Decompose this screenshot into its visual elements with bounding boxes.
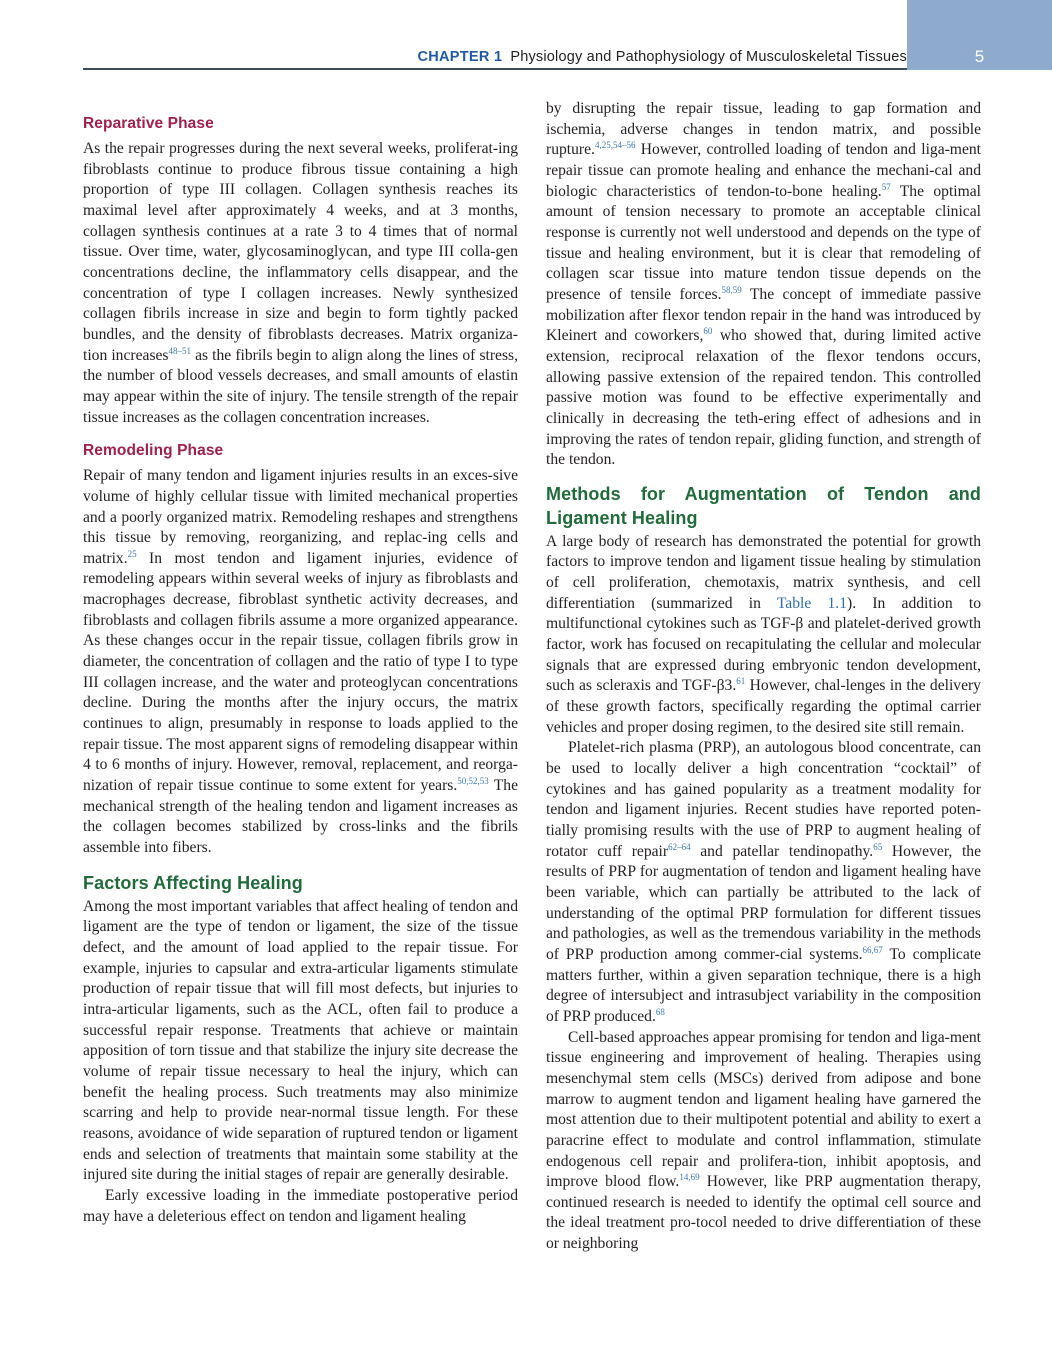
section-heading-reparative: Reparative Phase bbox=[83, 115, 214, 132]
text-run: who showed that, during limited active extension, reciprocal relaxation of the flexor tendons occurs, allowing passive extension of the repaired tendon. This controlled passive motion was found to be effective experimentally and clinically in decreasing the teth-ering effect of adhesions and in improving the rates of tendon repair, gliding function, and strength of the tendon. bbox=[546, 327, 981, 469]
reference[interactable]: 4,25,54–56 bbox=[594, 140, 636, 151]
text-run: In most tendon and ligament injuries, evidence of remodeling appears within several weeks of injury as fibroblasts and macrophages decrease, fibroblast synthetic activity decreases, and fibroblasts and collagen fibrils assume a more organized appearance. As these changes occur in the repair tissue, collagen fibrils grow in diameter, the concentration of collagen and the ratio of type I to type III collagen increase, and the water and proteoglycan concentrations decline. During the months after the injury occurs, the matrix continues to align, presumably in response to loads applied to the repair tissue. The most apparent signs of remodeling disappear within 4 to 6 months of injury. However, removal, replacement, and reorga-nization of repair tissue continue to some extent for years. bbox=[83, 549, 518, 795]
reference[interactable]: 68 bbox=[655, 1006, 665, 1017]
reference[interactable]: 25 bbox=[127, 548, 137, 559]
text-run: ). In addition to multifunctional cytokines such as TGF-β and platelet-derived growth factor, work has focused on recapitulating the cellular and molecular signals that are expressed during embryonic tendon development, such as scleraxis and TGF-β3. bbox=[546, 594, 982, 695]
paragraph-factors-2: Early excessive loading in the immediate postoperative period may have a deleterious effect on tendon and ligament healing bbox=[83, 1186, 518, 1225]
paragraph-continuation bbox=[546, 99, 981, 471]
reference[interactable]: 48–51 bbox=[168, 345, 191, 356]
running-header bbox=[83, 46, 907, 68]
text-run: A large body of research has demonstrated the potential for growth factors to improve tendon and ligament tissue healing by stimulation of cell proliferation, chemotaxis, matrix synthesis, and cell differentiation (summarized in bbox=[546, 532, 981, 612]
text-run: However, chal-lenges in the delivery of these growth factors, specifically regarding the optimal carrier vehicles and proper dosing regimen, to the desired site still remain. bbox=[546, 677, 981, 736]
text-run: To complicate matters further, within a given separation technique, there is a high degree of intersubject and intrasubject variability in the composition of PRP produced. bbox=[546, 945, 981, 1025]
text-run: However, controlled loading of tendon and liga-ment repair tissue can promote healing and enhance the mechani-cal and biologic characteristics of tendon-to-bone healing. bbox=[546, 141, 981, 200]
text-run: and patellar tendinopathy. bbox=[690, 842, 874, 860]
text-run: As the repair progresses during the next several weeks, proliferat-ing fibroblasts continue to produce fibrous tissue containing a high proportion of type III collagen. Collagen synthesis reaches its maximal level after approximately 4 weeks, and at 3 months, collagen synthesis continues at a rate 3 to 4 times that of normal tissue. Over time, water, glycosaminoglycan, and type III colla-gen concentrations decline, the inflammatory cells disappear, and the concentration of type I collagen increases. Newly synthesized collagen fibrils increase in size and begin to form tightly packed bundles, and the density of fibroblasts decreases. Matrix organiza-tion increases bbox=[83, 140, 518, 364]
reference[interactable]: 60 bbox=[703, 326, 713, 337]
section-heading-remodeling: Remodeling Phase bbox=[83, 442, 224, 460]
reference[interactable]: 65 bbox=[873, 841, 883, 852]
right-column bbox=[546, 99, 981, 1255]
header-rule bbox=[83, 68, 907, 70]
paragraph-methods-2 bbox=[546, 738, 981, 1027]
reference[interactable]: 58,59 bbox=[721, 284, 742, 295]
paragraph-methods-3 bbox=[546, 1028, 981, 1255]
text-run: The mechanical strength of the healing tendon and ligament increases as the collagen becomes stabilized by cross-links and the fibrils assemble into fibers. bbox=[83, 777, 518, 856]
text-run: Repair of many tendon and ligament injuries results in an exces-sive volume of highly cellular tissue with limited mechanical properties and a poorly organized matrix. Remodeling reshapes and strengthens this tissue by removing, reorganizing, and replac-ing cells and matrix. bbox=[83, 467, 518, 567]
reference[interactable]: 50,52,53 bbox=[457, 776, 489, 787]
text-run: However, the results of PRP for augmentation of tendon and ligament healing have been variable, which can partially be attributed to the lack of understanding of the optimal PRP formulation for different tissues and pathologies, as well as the tremendous variability in the methods of PRP production among commer-cial systems. bbox=[546, 842, 982, 963]
paragraph-reparative bbox=[83, 139, 518, 428]
page-number: 5 bbox=[974, 47, 985, 66]
section-heading-methods: Methods for Augmentation of Tendon and Ligament Healing bbox=[546, 483, 981, 528]
text-run: as the fibrils begin to align along the lines of stress, the number of blood vessels decreases, and small amounts of elastin may appear within the site of injury. The tensile strength of the repair tissue increases as the collagen concentration increases. bbox=[83, 346, 518, 426]
table-link[interactable]: Table 1.1 bbox=[776, 594, 847, 612]
text-run: The concept of immediate passive mobilization after flexor tendon repair in the hand was introduced by Kleinert and coworkers, bbox=[546, 285, 981, 345]
reference[interactable]: 61 bbox=[736, 676, 746, 687]
text-run: The optimal amount of tension necessary to promote an acceptable clinical response is currently not well understood and depends on the type of tissue and healing environment, but it is clear that remodeling of collagen scar tissue into mature tendon tissue depends on the presence of tensile forces. bbox=[546, 182, 981, 303]
paragraph-remodeling bbox=[83, 466, 518, 858]
text-run: However, like PRP augmentation therapy, continued research is needed to identify the optimal cell source and the ideal treatment pro-tocol needed to drive differentiation of these or neighboring bbox=[546, 1173, 981, 1253]
left-column bbox=[83, 114, 518, 1227]
chapter-title: Physiology and Pathophysiology of Musculoskeletal Tissues bbox=[510, 49, 907, 65]
page-number-tab bbox=[907, 0, 1052, 70]
paragraph-methods-1 bbox=[546, 532, 981, 739]
text-run: Platelet-rich plasma (PRP), an autologous blood concentrate, can be used to locally deliver a high concentration “cocktail” of cytokines and has gained popularity as a treatment modality for tendon and ligament injuries. Recent studies have reported poten-tially promising results with the use of PRP to augment healing of rotator cuff repair bbox=[546, 739, 981, 860]
reference[interactable]: 57 bbox=[881, 181, 891, 192]
section-heading-factors: Factors Affecting Healing bbox=[83, 872, 303, 893]
reference[interactable]: 62–64 bbox=[668, 841, 691, 852]
reference[interactable]: 66,67 bbox=[862, 944, 883, 955]
paragraph-factors-1: Among the most important variables that affect healing of tendon and ligament are the type of tendon or ligament, the size of the tissue defect, and the amount of load applied to the repair tissue. For example, injuries to capsular and extra-articular ligaments stimulate production of repair tissue that will fill most defects, but injuries to intra-articular ligaments, such as the ACL, often fail to produce a successful repair response. Treatments that achieve or maintain apposition of torn tissue and that stabilize the injury site decrease the volume of repair tissue necessary to heal the injury, which can benefit the healing process. Such treatments may also minimize scarring and help to provide near-normal tissue length. For these reasons, avoidance of wide separation of ruptured tendon or ligament ends and selection of treatments that maintain some stability at the injured site during the initial stages of repair are generally desirable. bbox=[83, 897, 518, 1184]
text-run: Cell-based approaches appear promising for tendon and liga-ment tissue engineering and improvement of healing. Therapies using mesenchymal stem cells (MSCs) derived from adipose and bone marrow to augment tendon and ligament healing have garnered the most attention due to their multipotent potential and ability to exert a paracrine effect to modulate and control inflammation, stimulate endogenous cell repair and prolifera-tion, inhibit apoptosis, and improve blood flow. bbox=[546, 1028, 981, 1191]
text-run: by disrupting the repair tissue, leading to gap formation and ischemia, adverse changes in tendon matrix, and possible rupture. bbox=[546, 100, 981, 159]
chapter-label: CHAPTER 1 bbox=[417, 49, 503, 65]
reference[interactable]: 14,69 bbox=[679, 1172, 700, 1183]
